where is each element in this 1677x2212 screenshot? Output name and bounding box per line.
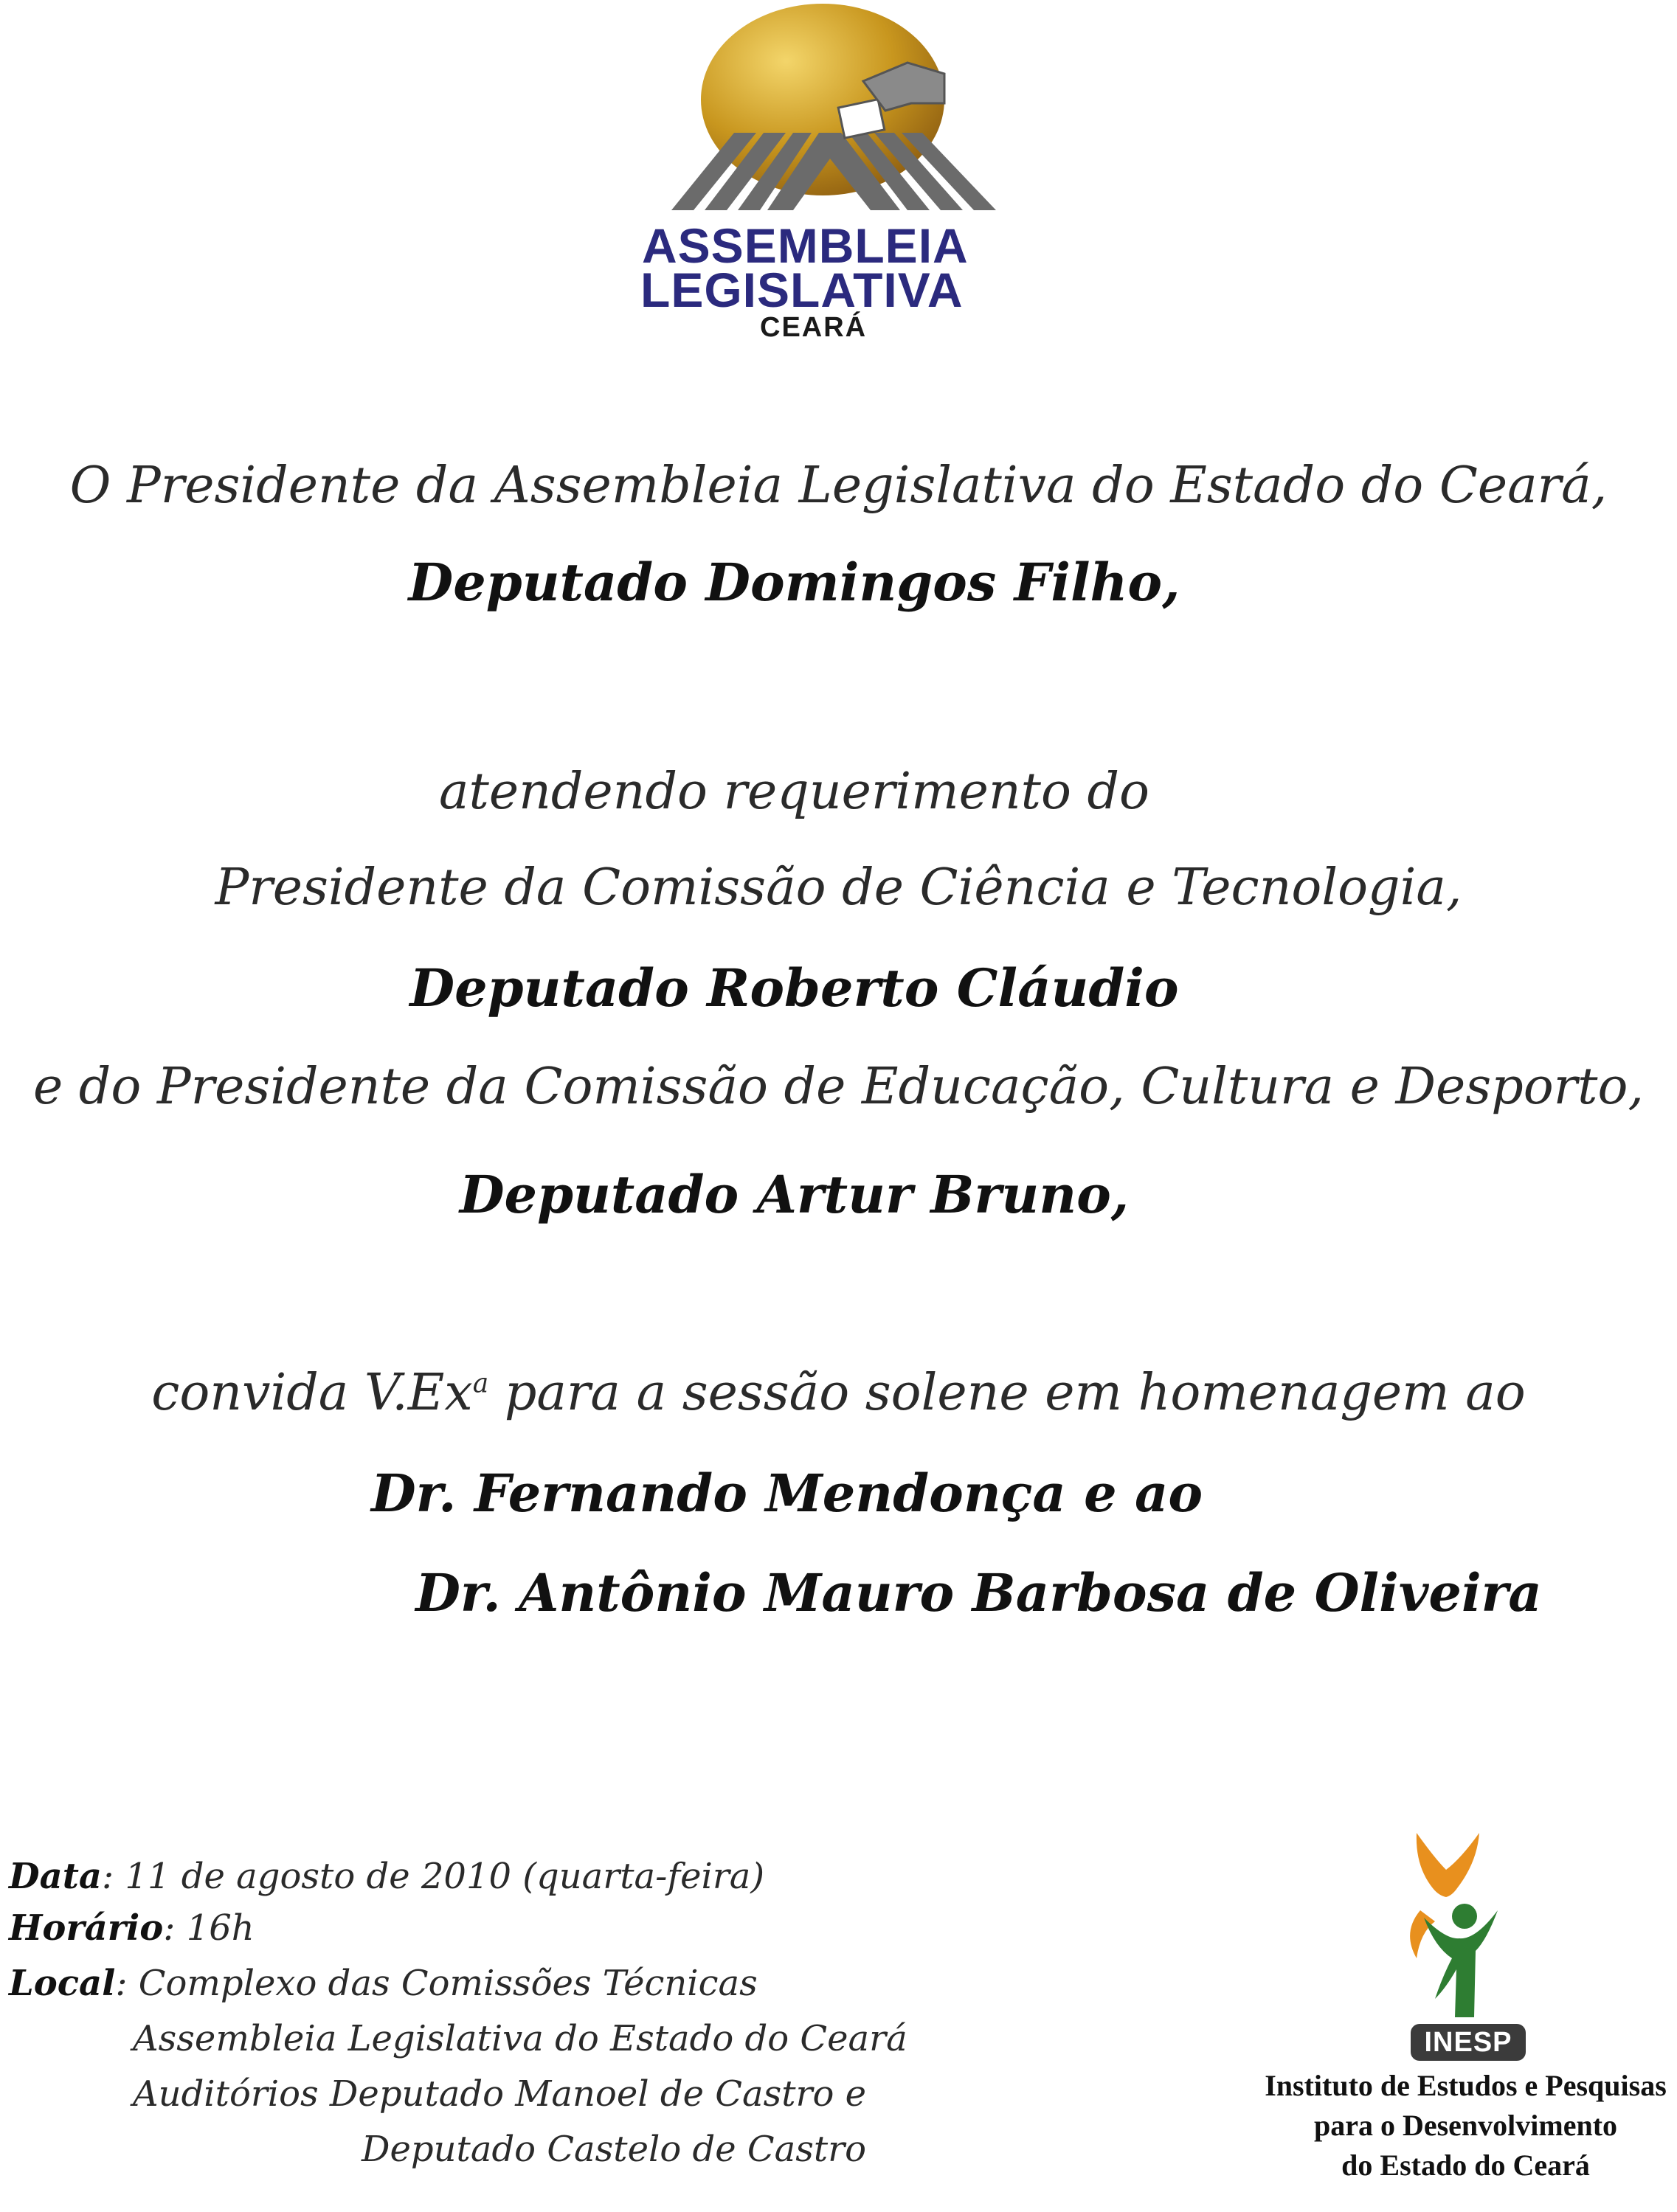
detail-place-line3: Auditórios Deputado Manoel de Castro e (133, 2073, 867, 2115)
invitation-line-president: O Presidente da Assembleia Legislativa do Estado do Ceará, (69, 457, 1608, 515)
detail-place-value: : Complexo das Comissões Técnicas (115, 1963, 758, 2004)
ordinal-superscript: a (472, 1368, 489, 1399)
detail-place-label: Local (9, 1963, 116, 2004)
detail-date-value: : 11 de agosto de 2010 (quarta-feira) (102, 1856, 765, 1897)
invitation-line-fernando: Dr. Fernando Mendonça e ao (370, 1463, 1203, 1524)
invitation-line-domingos: Deputado Domingos Filho, (408, 552, 1180, 613)
inesp-figure-icon (1394, 1829, 1512, 2021)
invitation-line-artur: Deputado Artur Bruno, (459, 1164, 1130, 1225)
detail-place-line4: Deputado Castelo de Castro (362, 2129, 866, 2170)
detail-date (9, 1856, 765, 1897)
inesp-name-line2: para o Desenvolvimento (1313, 2109, 1618, 2142)
invitation-line-convida: convida V.Ex$^a$ para a sessão solene em homenagem ao (151, 1364, 1526, 1422)
detail-place (9, 1963, 758, 2004)
invitation-line-antonio: Dr. Antônio Mauro Barbosa de Oliveira (415, 1562, 1542, 1623)
inesp-name-line1: Instituto de Estudos e Pesquisas (1265, 2069, 1667, 2102)
logo-text-legislativa: LEGISLATIVA (640, 263, 964, 317)
inesp-name-line3: do Estado do Ceará (1341, 2149, 1590, 2182)
inesp-badge: INESP (1411, 2024, 1526, 2061)
detail-time-label: Horário (9, 1907, 164, 1949)
detail-time (9, 1907, 255, 1949)
logo-text-assembleia: ASSEMBLEIA (642, 218, 969, 273)
detail-time-value: : 16h (163, 1907, 255, 1949)
invitation-line-comissao-educacao: e do Presidente da Comissão de Educação, Cultura e Desporto, (32, 1058, 1645, 1116)
logo-text-ceara: CEARÁ (760, 312, 868, 343)
detail-place-line2: Assembleia Legislativa do Estado do Ceará (133, 2018, 907, 2059)
assembleia-emblem-icon (620, 0, 1033, 221)
invitation-line-atendendo: atendendo requerimento do (439, 763, 1149, 821)
invitation-line-roberto: Deputado Roberto Cláudio (409, 957, 1179, 1019)
assembleia-legislativa-logo (620, 0, 1033, 347)
invitation-line-comissao-ciencia: Presidente da Comissão de Ciência e Tecnologia, (215, 859, 1462, 917)
detail-date-label: Data (9, 1856, 102, 1897)
